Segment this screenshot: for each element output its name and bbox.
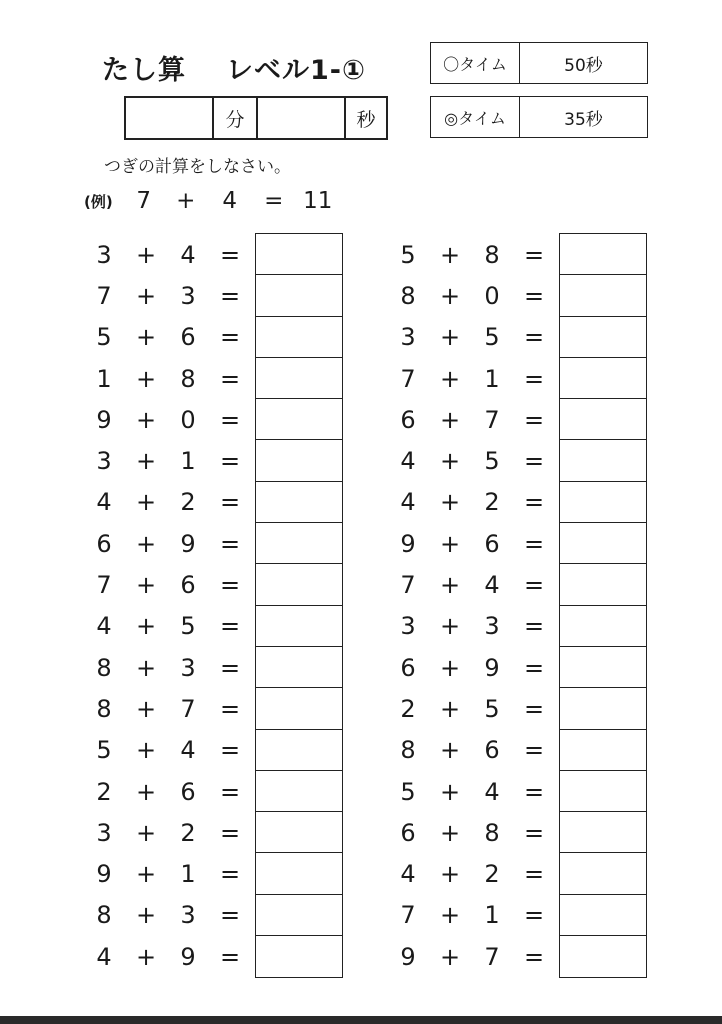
operand-b: 3 bbox=[484, 612, 500, 641]
operator: + bbox=[439, 777, 461, 806]
operator: + bbox=[135, 323, 157, 352]
answer-box[interactable] bbox=[256, 275, 342, 316]
right-problem-column bbox=[397, 234, 557, 977]
problem-row bbox=[397, 771, 557, 812]
answer-box[interactable] bbox=[560, 440, 646, 481]
left-problem-column bbox=[93, 234, 253, 977]
operand-a: 8 bbox=[400, 736, 416, 765]
operator: + bbox=[439, 942, 461, 971]
problem-row bbox=[93, 647, 253, 688]
problem-row bbox=[397, 275, 557, 316]
equals-sign: = bbox=[219, 694, 241, 723]
operand-b: 6 bbox=[180, 323, 196, 352]
equals-sign: = bbox=[219, 653, 241, 682]
equals-sign: = bbox=[523, 612, 545, 641]
problem-row bbox=[93, 895, 253, 936]
problem-row bbox=[397, 730, 557, 771]
operator: + bbox=[135, 818, 157, 847]
operand-a: 8 bbox=[96, 694, 112, 723]
answer-box[interactable] bbox=[560, 234, 646, 275]
operand-b: 9 bbox=[484, 653, 500, 682]
operand-b: 5 bbox=[180, 612, 196, 641]
answer-box[interactable] bbox=[560, 812, 646, 853]
operand-a: 7 bbox=[400, 364, 416, 393]
operator: + bbox=[135, 240, 157, 269]
answer-box[interactable] bbox=[256, 317, 342, 358]
answer-box[interactable] bbox=[560, 688, 646, 729]
operand-a: 8 bbox=[96, 653, 112, 682]
equals-sign: = bbox=[219, 571, 241, 600]
operand-a: 9 bbox=[400, 529, 416, 558]
operator: + bbox=[135, 860, 157, 889]
operand-b: 2 bbox=[484, 488, 500, 517]
equals-sign: = bbox=[523, 694, 545, 723]
operator: + bbox=[135, 777, 157, 806]
problem-row bbox=[93, 771, 253, 812]
operand-a: 1 bbox=[96, 364, 112, 393]
answer-box[interactable] bbox=[256, 771, 342, 812]
equals-sign: = bbox=[523, 488, 545, 517]
operator: + bbox=[439, 323, 461, 352]
problem-row bbox=[397, 440, 557, 481]
title-text: たし算 bbox=[102, 55, 186, 86]
operand-b: 5 bbox=[484, 323, 500, 352]
problem-row bbox=[397, 688, 557, 729]
answer-box[interactable] bbox=[256, 234, 342, 275]
equals-sign: = bbox=[219, 860, 241, 889]
operator: + bbox=[135, 364, 157, 393]
example-op: + bbox=[176, 188, 196, 214]
operand-a: 6 bbox=[96, 529, 112, 558]
operand-b: 1 bbox=[484, 364, 500, 393]
record-label: 〇タイム bbox=[431, 43, 520, 83]
equals-sign: = bbox=[219, 281, 241, 310]
answer-box[interactable] bbox=[256, 895, 342, 936]
operand-b: 2 bbox=[484, 860, 500, 889]
operand-a: 2 bbox=[400, 694, 416, 723]
answer-box[interactable] bbox=[560, 482, 646, 523]
operator: + bbox=[439, 488, 461, 517]
operator: + bbox=[439, 405, 461, 434]
operand-b: 4 bbox=[484, 777, 500, 806]
equals-sign: = bbox=[523, 942, 545, 971]
operand-b: 4 bbox=[180, 240, 196, 269]
problem-row bbox=[397, 895, 557, 936]
operand-b: 1 bbox=[180, 860, 196, 889]
answer-box[interactable] bbox=[560, 399, 646, 440]
example-eq: = bbox=[264, 188, 284, 214]
operator: + bbox=[439, 860, 461, 889]
record-label: ◎タイム bbox=[431, 97, 520, 137]
operator: + bbox=[439, 653, 461, 682]
minutes-label: 分 bbox=[214, 98, 258, 138]
answer-box[interactable] bbox=[256, 606, 342, 647]
operator: + bbox=[135, 736, 157, 765]
operand-a: 9 bbox=[400, 942, 416, 971]
problem-row bbox=[93, 234, 253, 275]
answer-box[interactable] bbox=[256, 358, 342, 399]
problem-row bbox=[397, 399, 557, 440]
equals-sign: = bbox=[523, 777, 545, 806]
operator: + bbox=[439, 529, 461, 558]
answer-box[interactable] bbox=[256, 564, 342, 605]
answer-box[interactable] bbox=[256, 730, 342, 771]
operand-b: 6 bbox=[180, 777, 196, 806]
problem-row bbox=[93, 317, 253, 358]
answer-box[interactable] bbox=[560, 771, 646, 812]
answer-box[interactable] bbox=[256, 647, 342, 688]
problem-row bbox=[93, 936, 253, 977]
answer-box[interactable] bbox=[256, 440, 342, 481]
equals-sign: = bbox=[523, 529, 545, 558]
problem-row bbox=[397, 358, 557, 399]
equals-sign: = bbox=[523, 405, 545, 434]
example-row bbox=[84, 188, 333, 214]
operator: + bbox=[439, 447, 461, 476]
operand-b: 1 bbox=[484, 901, 500, 930]
operand-b: 3 bbox=[180, 653, 196, 682]
operand-b: 8 bbox=[180, 364, 196, 393]
operand-b: 6 bbox=[484, 736, 500, 765]
equals-sign: = bbox=[523, 240, 545, 269]
operand-b: 9 bbox=[180, 529, 196, 558]
operand-b: 2 bbox=[180, 818, 196, 847]
operand-a: 6 bbox=[400, 405, 416, 434]
problem-row bbox=[93, 688, 253, 729]
operand-a: 4 bbox=[400, 860, 416, 889]
operand-b: 4 bbox=[180, 736, 196, 765]
problem-row bbox=[93, 275, 253, 316]
answer-box[interactable] bbox=[560, 730, 646, 771]
operand-a: 7 bbox=[400, 901, 416, 930]
problem-row bbox=[397, 647, 557, 688]
equals-sign: = bbox=[219, 818, 241, 847]
equals-sign: = bbox=[523, 447, 545, 476]
answer-box[interactable] bbox=[256, 812, 342, 853]
problem-row bbox=[397, 317, 557, 358]
answer-box[interactable] bbox=[256, 853, 342, 894]
answer-box[interactable] bbox=[560, 523, 646, 564]
operand-b: 1 bbox=[180, 447, 196, 476]
operand-a: 3 bbox=[400, 612, 416, 641]
operand-a: 6 bbox=[400, 653, 416, 682]
answer-box[interactable] bbox=[560, 358, 646, 399]
operand-b: 0 bbox=[484, 281, 500, 310]
equals-sign: = bbox=[219, 240, 241, 269]
operand-a: 5 bbox=[96, 736, 112, 765]
answer-box[interactable] bbox=[560, 936, 646, 977]
equals-sign: = bbox=[523, 860, 545, 889]
operand-b: 9 bbox=[180, 942, 196, 971]
equals-sign: = bbox=[523, 653, 545, 682]
operand-a: 3 bbox=[96, 240, 112, 269]
operand-b: 4 bbox=[484, 571, 500, 600]
record-value: 50秒 bbox=[564, 55, 603, 76]
operand-b: 5 bbox=[484, 694, 500, 723]
operator: + bbox=[439, 736, 461, 765]
worksheet-title bbox=[102, 48, 366, 87]
equals-sign: = bbox=[219, 777, 241, 806]
operand-a: 8 bbox=[400, 281, 416, 310]
equals-sign: = bbox=[523, 901, 545, 930]
operator: + bbox=[135, 571, 157, 600]
operand-a: 4 bbox=[96, 488, 112, 517]
seconds-input[interactable] bbox=[258, 98, 346, 138]
problem-row bbox=[93, 523, 253, 564]
operand-a: 6 bbox=[400, 818, 416, 847]
operand-a: 7 bbox=[96, 571, 112, 600]
bottom-border bbox=[0, 1016, 722, 1024]
equals-sign: = bbox=[219, 736, 241, 765]
equals-sign: = bbox=[219, 529, 241, 558]
equals-sign: = bbox=[219, 942, 241, 971]
operand-b: 5 bbox=[484, 447, 500, 476]
operand-a: 5 bbox=[400, 240, 416, 269]
operand-b: 7 bbox=[180, 694, 196, 723]
problem-row bbox=[93, 482, 253, 523]
minutes-input[interactable] bbox=[126, 98, 214, 138]
operand-b: 7 bbox=[484, 405, 500, 434]
operand-b: 0 bbox=[180, 405, 196, 434]
example-tag: (例) bbox=[84, 192, 113, 211]
equals-sign: = bbox=[219, 612, 241, 641]
problem-row bbox=[93, 606, 253, 647]
left-answer-column bbox=[255, 233, 343, 978]
operator: + bbox=[135, 901, 157, 930]
problem-row bbox=[93, 730, 253, 771]
problem-row bbox=[93, 564, 253, 605]
operator: + bbox=[135, 405, 157, 434]
operand-a: 7 bbox=[96, 281, 112, 310]
equals-sign: = bbox=[523, 571, 545, 600]
problem-row bbox=[397, 234, 557, 275]
operator: + bbox=[135, 529, 157, 558]
timer-box bbox=[124, 96, 388, 140]
problem-row bbox=[93, 358, 253, 399]
record-circle-time bbox=[430, 42, 648, 84]
answer-box[interactable] bbox=[256, 399, 342, 440]
answer-box[interactable] bbox=[560, 564, 646, 605]
operator: + bbox=[135, 612, 157, 641]
equals-sign: = bbox=[219, 364, 241, 393]
answer-box[interactable] bbox=[256, 936, 342, 977]
problem-row bbox=[397, 936, 557, 977]
problem-row bbox=[397, 523, 557, 564]
operand-a: 3 bbox=[400, 323, 416, 352]
operator: + bbox=[135, 942, 157, 971]
operator: + bbox=[439, 571, 461, 600]
operand-b: 8 bbox=[484, 240, 500, 269]
record-double-circle-time bbox=[430, 96, 648, 138]
answer-box[interactable] bbox=[560, 275, 646, 316]
operand-b: 2 bbox=[180, 488, 196, 517]
operator: + bbox=[439, 281, 461, 310]
equals-sign: = bbox=[523, 281, 545, 310]
equals-sign: = bbox=[219, 323, 241, 352]
seconds-label: 秒 bbox=[356, 108, 376, 131]
operand-a: 5 bbox=[96, 323, 112, 352]
answer-box[interactable] bbox=[560, 853, 646, 894]
operator: + bbox=[439, 694, 461, 723]
operator: + bbox=[135, 653, 157, 682]
record-value: 35秒 bbox=[564, 109, 603, 130]
operand-a: 4 bbox=[400, 488, 416, 517]
problem-row bbox=[93, 812, 253, 853]
operator: + bbox=[135, 447, 157, 476]
operand-a: 2 bbox=[96, 777, 112, 806]
operand-b: 3 bbox=[180, 901, 196, 930]
operand-a: 9 bbox=[96, 405, 112, 434]
equals-sign: = bbox=[523, 364, 545, 393]
operand-a: 4 bbox=[96, 942, 112, 971]
answer-box[interactable] bbox=[560, 606, 646, 647]
equals-sign: = bbox=[523, 736, 545, 765]
answer-box[interactable] bbox=[256, 523, 342, 564]
operand-b: 6 bbox=[180, 571, 196, 600]
equals-sign: = bbox=[219, 447, 241, 476]
operator: + bbox=[439, 364, 461, 393]
operator: + bbox=[439, 240, 461, 269]
example-result: 11 bbox=[303, 188, 333, 214]
operand-a: 4 bbox=[96, 612, 112, 641]
answer-box[interactable] bbox=[560, 895, 646, 936]
operand-a: 4 bbox=[400, 447, 416, 476]
example-a: 7 bbox=[136, 188, 152, 214]
equals-sign: = bbox=[523, 818, 545, 847]
operand-a: 7 bbox=[400, 571, 416, 600]
operand-b: 3 bbox=[180, 281, 196, 310]
operator: + bbox=[439, 818, 461, 847]
equals-sign: = bbox=[523, 323, 545, 352]
equals-sign: = bbox=[219, 901, 241, 930]
problem-row bbox=[397, 482, 557, 523]
instruction-text: つぎの計算をしなさい。 bbox=[104, 157, 291, 177]
operand-a: 3 bbox=[96, 818, 112, 847]
operator: + bbox=[439, 612, 461, 641]
answer-box[interactable] bbox=[256, 688, 342, 729]
operator: + bbox=[439, 901, 461, 930]
problem-row bbox=[93, 399, 253, 440]
right-answer-column bbox=[559, 233, 647, 978]
problem-row bbox=[397, 812, 557, 853]
answer-box[interactable] bbox=[256, 482, 342, 523]
operator: + bbox=[135, 694, 157, 723]
equals-sign: = bbox=[219, 405, 241, 434]
operator: + bbox=[135, 281, 157, 310]
problem-row bbox=[397, 606, 557, 647]
operand-a: 5 bbox=[400, 777, 416, 806]
equals-sign: = bbox=[219, 488, 241, 517]
operand-b: 8 bbox=[484, 818, 500, 847]
answer-box[interactable] bbox=[560, 317, 646, 358]
operand-a: 8 bbox=[96, 901, 112, 930]
operand-a: 3 bbox=[96, 447, 112, 476]
operand-b: 7 bbox=[484, 942, 500, 971]
problem-row bbox=[93, 440, 253, 481]
operand-b: 6 bbox=[484, 529, 500, 558]
problem-row bbox=[397, 564, 557, 605]
operand-a: 9 bbox=[96, 860, 112, 889]
problem-row bbox=[93, 853, 253, 894]
level-text: レベル1-① bbox=[226, 55, 366, 86]
operator: + bbox=[135, 488, 157, 517]
answer-box[interactable] bbox=[560, 647, 646, 688]
problem-row bbox=[397, 853, 557, 894]
example-b: 4 bbox=[222, 188, 238, 214]
